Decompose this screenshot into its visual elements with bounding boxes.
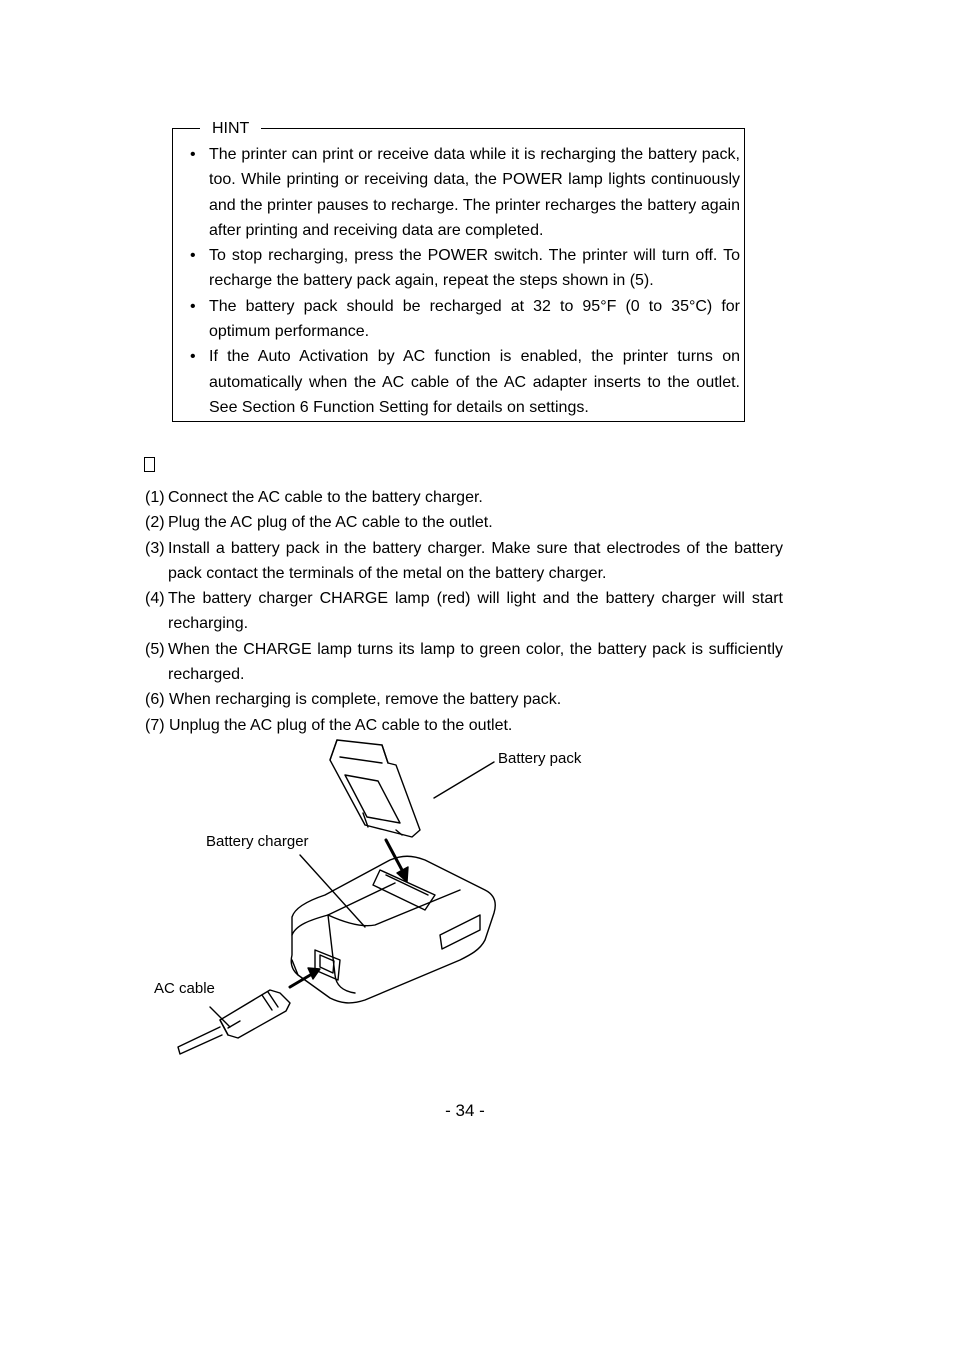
step-number: (3) [145,539,165,557]
step-item [145,637,783,688]
step-number: (6) [145,691,165,709]
hint-item-text: The printer can print or receive data while it is recharging the battery pack, too. While printing or receiving data, the POWER lamp lights continuously and the printer pauses to recharge. The printer recharges the battery again after printing and receiving data are completed. [209,146,740,239]
charger-illustration-svg [150,735,610,1065]
step-item [145,586,783,637]
battery-pack-leader [434,762,494,798]
step-item [145,536,783,587]
battery-pack-drawing [330,740,420,837]
hint-title: HINT [200,120,261,138]
charger-illustration [150,735,610,1065]
step-number: (5) [145,640,165,658]
step-item [145,687,783,712]
square-marker-icon [144,457,155,472]
step-text: Connect the AC cable to the battery charger. [168,489,483,506]
hint-item-text: To stop recharging, press the POWER switch. The printer will turn off. To recharge the battery pack again, repeat the steps shown in (5). [209,247,740,290]
step-text: When recharging is complete, remove the battery pack. [169,691,562,709]
step-text: When the CHARGE lamp turns its lamp to green color, the battery pack is sufficiently recharged. [168,640,783,684]
bullet-icon: • [190,297,196,315]
hint-item [190,294,740,345]
step-text: The battery charger CHARGE lamp (red) will light and the battery charger will start recharging. [168,590,783,633]
battery-charger-leader [300,855,365,927]
hint-item [190,142,740,243]
hint-item-text: The battery pack should be recharged at 32 to 95°F (0 to 35°C) for optimum performance. [209,297,740,341]
step-text: Install a battery pack in the battery charger. Make sure that electrodes of the battery pack contact the terminals of the metal on the battery charger. [168,539,783,582]
hint-item [190,344,740,420]
ac-cable-leader [210,1007,230,1027]
battery-charger-label: Battery charger [206,833,309,850]
bullet-icon: • [190,247,196,265]
hint-list [190,142,740,420]
step-text: Plug the AC plug of the AC cable to the outlet. [168,514,493,532]
step-number: (1) [145,489,165,506]
battery-pack-label: Battery pack [498,750,582,767]
bullet-icon: • [190,348,196,366]
step-text: Unplug the AC plug of the AC cable to the outlet. [169,716,513,734]
step-number: (7) [145,716,165,734]
page-number: - 34 - [445,1101,485,1120]
ac-cable-label: AC cable [154,980,215,997]
hint-item [190,243,740,294]
step-item [145,510,783,535]
steps-list [145,485,783,738]
step-number: (4) [145,590,165,608]
ac-cable-drawing [178,990,290,1054]
hint-item-text: If the Auto Activation by AC function is enabled, the printer turns on automatically when the AC cable of the AC adapter inserts to the outlet. See Section 6 Function Setting for details on settings. [209,348,740,416]
step-number: (2) [145,514,165,532]
step-item [145,485,783,510]
bullet-icon: • [190,146,196,163]
